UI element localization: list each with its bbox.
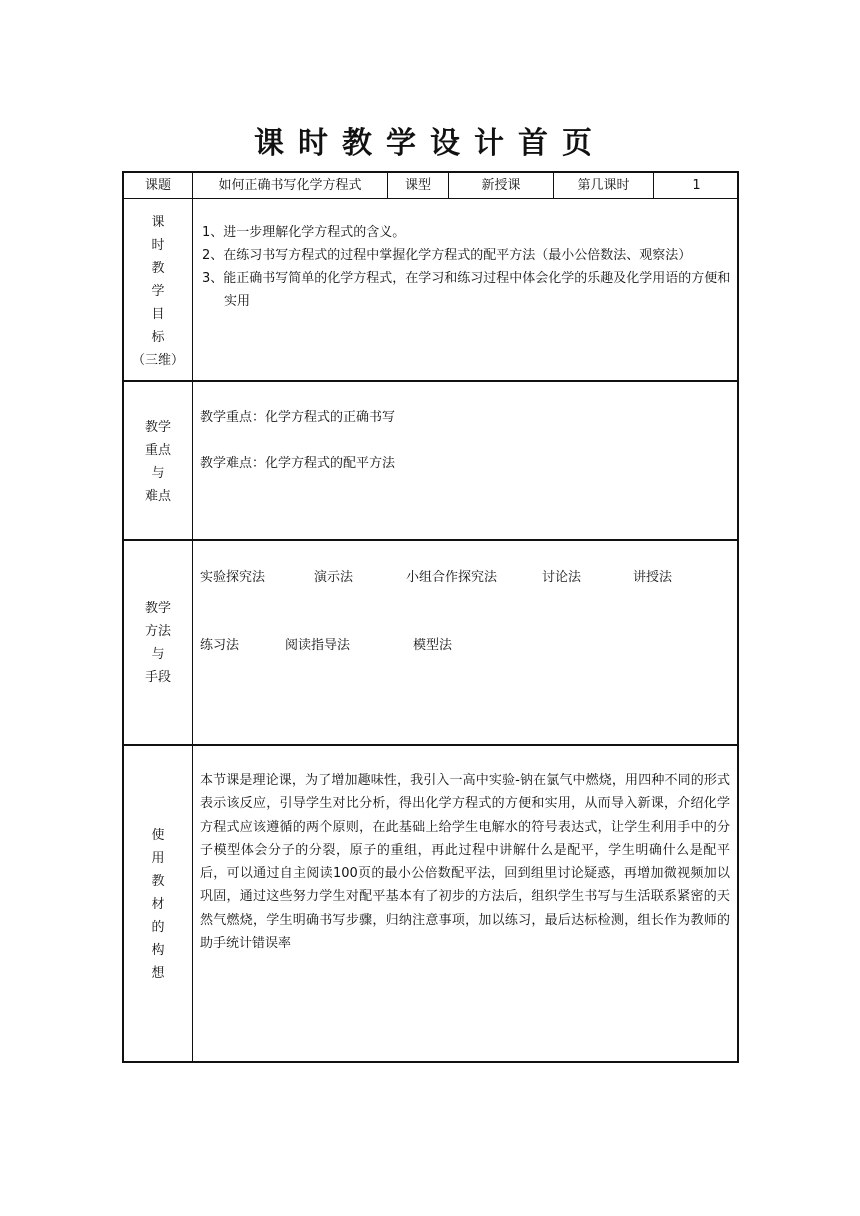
concept-label-char: 材 <box>151 897 165 912</box>
difficulty-text: 教学难点：化学方程式的配平方法 <box>200 456 396 471</box>
method-item: 模型法 <box>413 638 453 653</box>
type-value: 新授课 <box>481 178 521 193</box>
method-item: 小组合作探究法 <box>406 570 498 585</box>
methods-label-line: 手段 <box>144 670 171 685</box>
concept-label <box>124 824 192 985</box>
focus-label-line: 与 <box>151 466 165 481</box>
method-item: 练习法 <box>200 638 240 653</box>
methods-label-line: 方法 <box>144 624 171 639</box>
objectives-label-char: 时 <box>151 238 165 253</box>
method-item: 实验探究法 <box>200 570 266 585</box>
topic-label: 课题 <box>144 178 171 193</box>
method-item: 讲授法 <box>633 570 673 585</box>
methods-label-line: 教学 <box>144 601 171 616</box>
label-column-divider <box>192 173 193 1063</box>
objectives-label-char: （三维） <box>131 353 184 368</box>
concept-label-char: 使 <box>151 828 165 843</box>
objectives-label <box>124 211 192 372</box>
methods-label <box>124 597 192 689</box>
objectives-label-char: 课 <box>151 215 165 230</box>
concept-label-char: 教 <box>151 874 165 889</box>
key-point-text: 教学重点：化学方程式的正确书写 <box>200 410 396 425</box>
period-value: 1 <box>692 178 701 193</box>
objectives-label-char: 教 <box>151 261 165 276</box>
method-item: 阅读指导法 <box>285 638 351 653</box>
concept-label-char: 的 <box>151 920 165 935</box>
objectives-list <box>202 221 732 313</box>
objective-item: 1、进一步理解化学方程式的含义。 <box>202 225 406 240</box>
objective-item: 3、能正确书写简单的化学方程式，在学习和练习过程中体会化学的乐趣及化学用语的方便和实用 <box>202 271 731 309</box>
concept-label-char: 构 <box>151 943 165 958</box>
period-label: 第几课时 <box>577 178 630 193</box>
objectives-label-char: 学 <box>151 284 165 299</box>
row-divider <box>124 744 737 746</box>
topic-value: 如何正确书写化学方程式 <box>218 178 362 193</box>
page-title: 课时教学设计首页 <box>254 126 606 161</box>
focus-label <box>124 416 192 508</box>
concept-label-char: 想 <box>151 966 165 981</box>
method-item: 讨论法 <box>542 570 582 585</box>
row-divider <box>124 539 737 541</box>
focus-label-line: 重点 <box>144 443 171 458</box>
objectives-label-char: 目 <box>151 307 165 322</box>
objective-item: 2、在练习书写方程式的过程中掌握化学方程式的配平方法（最小公倍数法、观察法） <box>202 248 692 263</box>
method-item: 演示法 <box>314 570 354 585</box>
concept-paragraph: 本节课是理论课，为了增加趣味性，我引入一高中实验-钠在氯气中燃烧，用四种不同的形式表示该反应，引导学生对比分析，得出化学方程式的方便和实用，从而导入新课，介绍化学方程式应该遵循的两个原则，在此基础上给学生电解水的符号表达式，让学生利用手中的分子模型体会分子的分裂，原子的重组，再此过程中讲解什么是配平，学生明确什么是配平后，可以通过自主阅读100页的最小公倍数配平法，回到组里讨论疑惑，再增加微视频加以巩固，通过这些努力学生对配平基本有了初步的方法后，组织学生书写与生活联系紧密的天然气燃烧，学生明确书写步骤，归纳注意事项，加以练习，最后达标检测，组长作为教师的助手统计错误率 <box>200 773 730 952</box>
objectives-label-char: 标 <box>151 330 165 345</box>
lesson-design-table <box>122 171 739 1063</box>
concept-label-char: 用 <box>151 851 165 866</box>
type-label: 课型 <box>404 178 431 193</box>
focus-label-line: 教学 <box>144 420 171 435</box>
methods-label-line: 与 <box>151 647 165 662</box>
row-divider <box>124 380 737 382</box>
focus-label-line: 难点 <box>144 489 171 504</box>
